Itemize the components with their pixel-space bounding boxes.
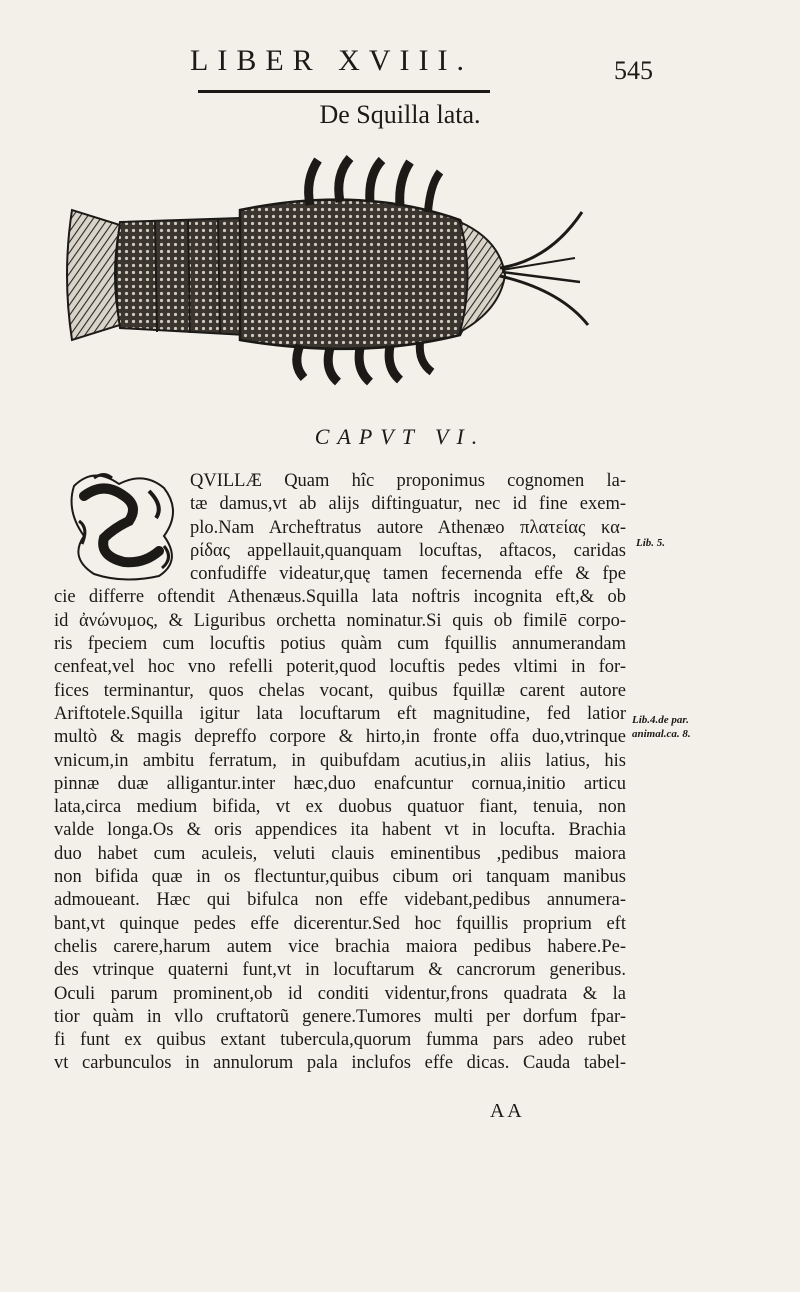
text-line: duo habet cum aculeis, veluti clauis eminentibus ,pedibus maiora	[54, 843, 626, 864]
body-text	[54, 470, 626, 1076]
section-title: De Squilla lata.	[319, 100, 481, 129]
running-head: LIBER XVIII.	[190, 44, 473, 77]
text-line: cie differre oftendit Athenæus.Squilla lata noftris incognita eft,& ob	[54, 587, 626, 608]
text-line: multò & magis depreffo corpore & hirto,in fronte offa duo,vtrinque	[54, 727, 626, 748]
text-line: chelis carere,harum autem vice brachia maiora pedibus habere.Pe-	[54, 936, 626, 957]
text-line: fices terminantur, quos chelas vocant, quibus fquillæ carent autore	[54, 680, 626, 701]
text-line: Ariftotele.Squilla igitur lata locuftarum eft magnitudine, fed latior	[54, 703, 626, 724]
text-line: ris fpeciem cum locuftis potius quàm cum fquillis annumerandam	[54, 634, 626, 655]
text-line: confudiffe videatur,quę tamen fecernenda effe & fpe	[190, 564, 626, 585]
text-line: QVILLÆ Quam hîc proponimus cognomen la-	[190, 471, 626, 491]
text-line: Oculi parum prominent,ob id conditi videntur,frons quadrata & la	[54, 983, 626, 1004]
chapter-heading: CAPVT VI.	[314, 424, 486, 449]
text-line: des vtrinque quaterni funt,vt in locuftarum & cancrorum generibus.	[54, 960, 626, 981]
text-line: tior quàm in vllo cruftatorũ genere.Tumores multi per dorfum fpar-	[54, 1006, 626, 1027]
text-line: bant,vt quinque pedes effe dicerentur.Sed hoc fquillis proprium eft	[54, 913, 626, 934]
text-line: vt carbunculos in annulorum pala inclufos effe dicas. Cauda tabel-	[54, 1053, 626, 1074]
text-line: pinnæ duæ alligantur.inter hæc,duo enafcuntur cornua,initio articu	[54, 773, 626, 794]
text-line: non bifida quæ in os flectuntur,quibus cibum ori tanquam manibus	[54, 867, 626, 888]
text-line: ρίδας appellauit,quanquam locuftas, aftacos, caridas	[190, 540, 626, 561]
text-line: id ἀνώνυμος, & Liguribus orchetta nominatur.Si quis ob fimilē corpo-	[54, 610, 626, 631]
text-line: tæ damus,vt ab alijs diftinguatur, nec id fine exem-	[190, 494, 626, 515]
margin-note: animal.ca. 8.	[632, 728, 691, 740]
text-line: lata,circa medium bifida, vt ex duobus quatuor fiant, tenuia, non	[54, 797, 626, 818]
text-line: plo.Nam Archeftratus autore Athenæo πλατείας κα-	[190, 517, 626, 538]
text-line: vnicum,in ambitu ferratum, in quibufdam acutius,in aliis latius, his	[54, 750, 626, 771]
text-line: admoueant. Hæc qui bifulca non effe videbant,pedibus annumera-	[54, 890, 626, 911]
page-number: 545	[614, 56, 653, 85]
margin-note: Lib. 5.	[636, 537, 666, 549]
margin-note: Lib.4.de par.	[632, 714, 689, 726]
text-line: fi funt ex quibus extant tubercula,quorum fumma pars adeo rubet	[54, 1030, 626, 1051]
text-line: cenfeat,vel hoc vno refelli poterit,quod locuftis pedes vltimi in for-	[54, 657, 626, 678]
text-line: valde longa.Os & oris appendices ita habent vt in locufta. Brachia	[54, 820, 626, 841]
signature-mark: A A	[490, 1100, 522, 1122]
squilla-woodcut-illustration	[60, 150, 620, 400]
header-rule	[198, 90, 490, 93]
